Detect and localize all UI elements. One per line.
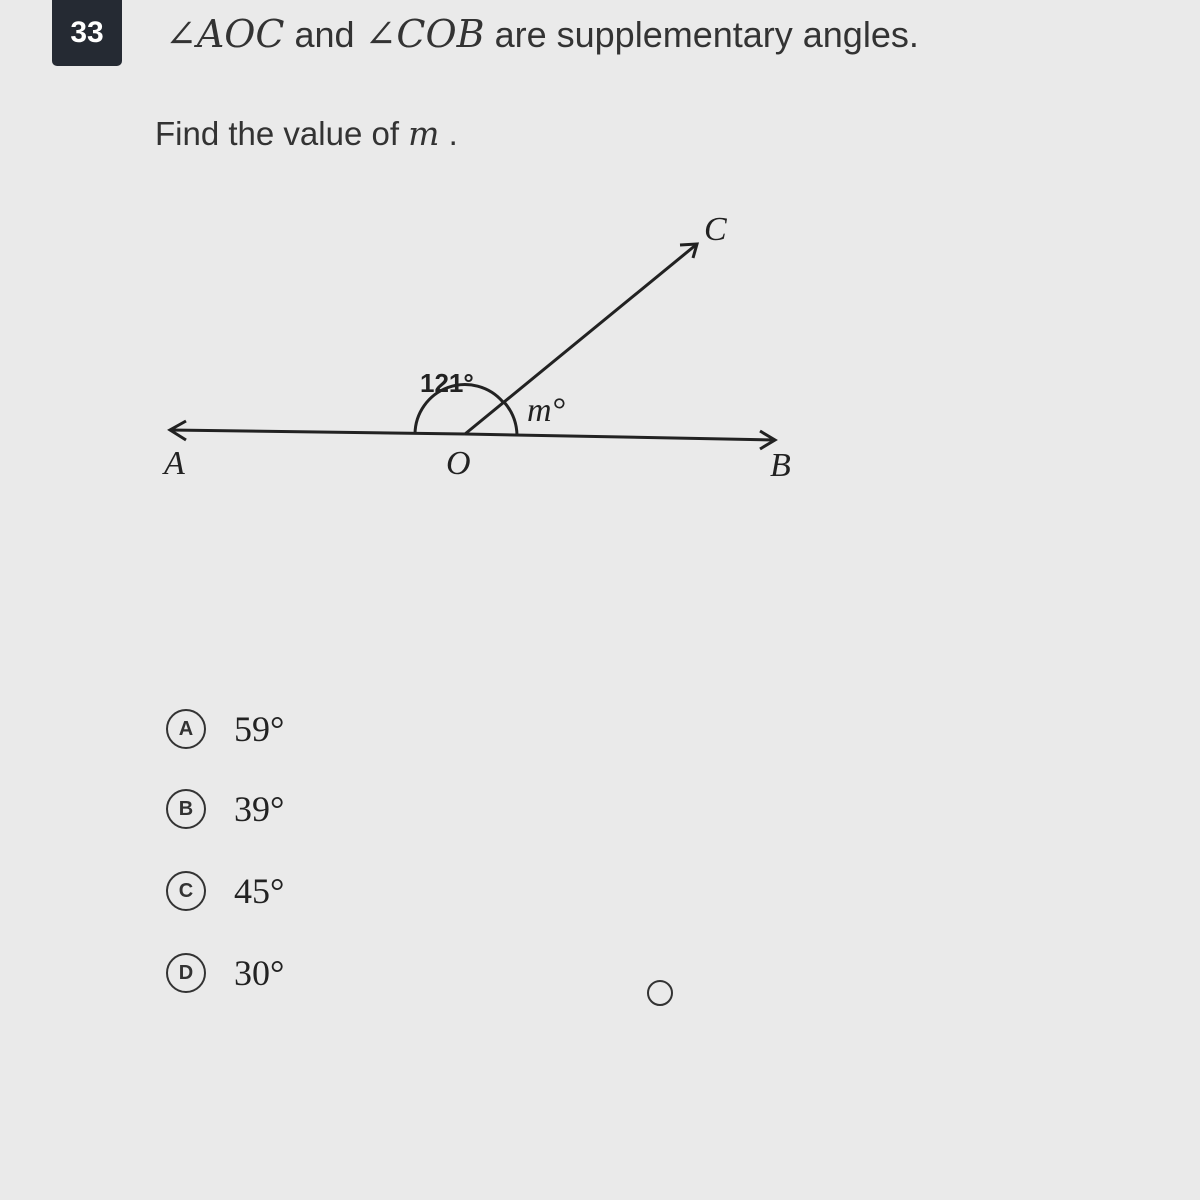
ray-oc [465, 244, 697, 434]
choice-a[interactable] [166, 706, 284, 752]
angle-label-121: 121° [420, 368, 474, 398]
choice-c[interactable] [166, 868, 284, 914]
choice-c-bubble[interactable]: C [166, 871, 206, 911]
arc-cob [504, 402, 517, 435]
point-label-c: C [704, 211, 727, 248]
point-label-b: B [770, 447, 791, 484]
prompt-prefix: Find the value of [155, 115, 409, 152]
point-label-o: O [446, 445, 471, 482]
angle-label-m: m° [527, 392, 566, 429]
cursor-circle-icon [647, 980, 673, 1006]
choice-b-bubble[interactable]: B [166, 789, 206, 829]
choice-a-text: 59° [234, 709, 285, 749]
choice-b-text: 39° [234, 789, 285, 829]
prompt-variable: m [408, 114, 440, 153]
question-number-badge: 33 [52, 0, 122, 66]
choice-d[interactable] [166, 950, 284, 996]
stem-angle-aoc: ∠AOC [165, 12, 285, 56]
choice-c-text: 45° [234, 871, 285, 911]
prompt-suffix: . [439, 115, 458, 152]
stem-rest: are supplementary angles. [484, 14, 919, 55]
stem-angle-cob: ∠COB [364, 12, 485, 56]
choice-a-bubble[interactable]: A [166, 709, 206, 749]
ray-ob [465, 434, 775, 440]
choice-d-bubble[interactable]: D [166, 953, 206, 993]
choice-b[interactable] [166, 786, 284, 832]
ray-oa [170, 430, 465, 434]
point-label-a: A [164, 445, 185, 482]
choice-d-text: 30° [234, 953, 285, 993]
stem-and: and [284, 14, 365, 55]
